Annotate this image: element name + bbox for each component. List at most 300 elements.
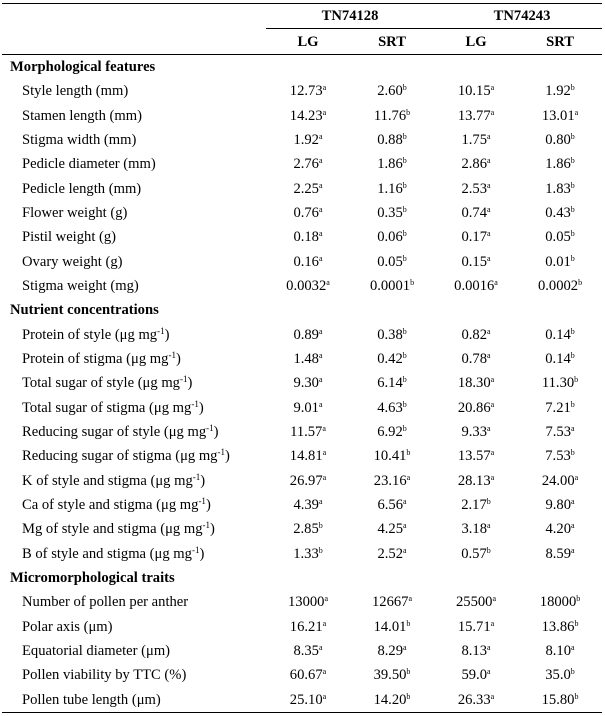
significance-letter: b [402, 204, 407, 214]
row-label [2, 371, 266, 395]
cell-value: 14.81 [289, 448, 323, 465]
cell-value: 0.05 [545, 229, 571, 246]
cell-value: 13.57 [457, 448, 491, 465]
significance-letter: a [574, 107, 579, 117]
cell-value: 0.0016 [454, 277, 495, 294]
significance-letter: a [403, 545, 407, 555]
value-cell [350, 639, 434, 663]
cell-value: 9.33 [461, 424, 487, 441]
significance-letter: b [570, 399, 575, 409]
significance-letter: b [402, 253, 407, 263]
value-cell [350, 103, 434, 127]
table-row [2, 79, 602, 103]
cell-value: 8.13 [461, 643, 487, 660]
significance-letter: b [318, 545, 323, 555]
significance-letter: a [322, 667, 327, 677]
table-row [2, 396, 602, 420]
significance-letter: a [318, 204, 323, 214]
cell-value: 6.14 [377, 375, 403, 392]
value-cell [434, 542, 518, 566]
value-cell [266, 493, 350, 517]
table-row [2, 420, 602, 444]
table-row [2, 201, 602, 225]
significance-letter: a [318, 350, 323, 360]
row-label-text: Polar axis (μm) [22, 618, 113, 635]
value-cell [266, 542, 350, 566]
cell-value: 2.25 [293, 180, 319, 197]
cell-value: 12.73 [289, 83, 323, 100]
data-table [2, 3, 602, 713]
unit-exponent: -1 [198, 496, 206, 507]
significance-letter: a [322, 107, 327, 117]
row-label-text: Pedicle diameter (mm) [22, 156, 156, 173]
significance-letter: b [402, 424, 407, 434]
value-cell [266, 663, 350, 687]
value-cell [434, 493, 518, 517]
row-label [2, 225, 266, 249]
cell-value: 10.41 [373, 448, 407, 465]
cell-value: 23.16 [373, 472, 407, 489]
value-cell [266, 322, 350, 346]
group-header-row [2, 4, 602, 29]
significance-letter: b [406, 691, 411, 701]
significance-letter: a [318, 229, 323, 239]
significance-letter: a [490, 472, 495, 482]
cell-value: 35.0 [545, 667, 571, 684]
significance-letter: b [318, 521, 323, 531]
value-cell [266, 444, 350, 468]
row-label [2, 249, 266, 273]
significance-letter: a [318, 375, 323, 385]
cell-value: 4.63 [377, 399, 403, 416]
table-row [2, 590, 602, 614]
value-cell [350, 176, 434, 200]
value-cell [434, 347, 518, 371]
section-header-row [2, 566, 602, 590]
cell-value: 24.00 [541, 472, 575, 489]
cell-value: 0.16 [293, 253, 319, 270]
value-cell [266, 176, 350, 200]
row-label-text: Pollen tube length (μm) [22, 691, 161, 708]
value-cell [266, 347, 350, 371]
cell-value: 1.48 [293, 350, 319, 367]
cell-value: 7.53 [545, 448, 571, 465]
row-label-text: Equatorial diameter (μm) [22, 643, 171, 660]
significance-letter: a [571, 497, 575, 507]
value-cell [518, 493, 602, 517]
value-cell [266, 420, 350, 444]
value-cell [350, 201, 434, 225]
significance-letter: a [318, 180, 323, 190]
value-cell [350, 444, 434, 468]
subheader-lg-1: LG [266, 29, 350, 54]
group-header-tn74128: TN74128 [266, 4, 434, 29]
value-cell [518, 371, 602, 395]
value-cell [266, 517, 350, 541]
row-label-end: ) [205, 497, 211, 514]
value-cell [434, 79, 518, 103]
significance-letter: a [487, 131, 491, 141]
significance-letter: a [490, 375, 495, 385]
value-cell [518, 517, 602, 541]
value-cell [350, 493, 434, 517]
cell-value: 2.86 [461, 156, 487, 173]
significance-letter: a [492, 594, 497, 604]
significance-letter: a [322, 448, 327, 458]
row-label [2, 444, 266, 468]
significance-letter: a [322, 472, 327, 482]
significance-letter: b [574, 618, 579, 628]
value-cell [518, 249, 602, 273]
value-cell [434, 639, 518, 663]
row-label [2, 542, 266, 566]
cell-value: 0.76 [293, 204, 319, 221]
table-row [2, 225, 602, 249]
unit-exponent: -1 [157, 325, 165, 336]
value-cell [518, 590, 602, 614]
row-label-end: ) [164, 326, 170, 343]
cell-value: 0.35 [377, 204, 403, 221]
significance-letter: a [571, 545, 575, 555]
significance-letter: a [487, 326, 491, 336]
row-label-end: ) [224, 448, 230, 465]
table-row [2, 274, 602, 298]
value-cell [434, 396, 518, 420]
significance-letter: a [487, 667, 491, 677]
value-cell [266, 639, 350, 663]
value-cell [518, 103, 602, 127]
subheader-lg-2: LG [434, 29, 518, 54]
cell-value: 25500 [455, 594, 493, 611]
value-cell [434, 249, 518, 273]
value-cell [350, 469, 434, 493]
row-label [2, 103, 266, 127]
significance-letter: a [571, 424, 575, 434]
row-label-text: Protein of style (μg mg [22, 326, 158, 343]
cell-value: 1.92 [293, 131, 319, 148]
value-cell [266, 274, 350, 298]
row-label-end: ) [175, 350, 181, 367]
significance-letter: a [574, 472, 579, 482]
row-label-text: Reducing sugar of stigma (μg mg [22, 448, 218, 465]
cell-value: 2.53 [461, 180, 487, 197]
value-cell [266, 469, 350, 493]
significance-letter: a [490, 399, 495, 409]
significance-letter: a [487, 253, 491, 263]
cell-value: 0.05 [377, 253, 403, 270]
value-cell [434, 152, 518, 176]
significance-letter: a [318, 497, 323, 507]
significance-letter: b [570, 448, 575, 458]
cell-value: 0.06 [377, 229, 403, 246]
significance-letter: b [570, 229, 575, 239]
value-cell [350, 688, 434, 713]
cell-value: 15.71 [457, 618, 491, 635]
value-cell [518, 688, 602, 713]
row-label [2, 274, 266, 298]
table-row [2, 469, 602, 493]
table-row [2, 176, 602, 200]
significance-letter: b [406, 448, 411, 458]
significance-letter: b [570, 667, 575, 677]
cell-value: 8.35 [293, 643, 319, 660]
significance-letter: b [570, 83, 575, 93]
row-label-text: Pistil weight (g) [22, 229, 117, 246]
unit-exponent: -1 [191, 398, 199, 409]
cell-value: 9.30 [293, 375, 319, 392]
significance-letter: a [322, 424, 326, 434]
significance-letter: b [406, 618, 411, 628]
significance-letter: a [490, 107, 495, 117]
row-label [2, 79, 266, 103]
significance-letter: b [574, 375, 579, 385]
row-label [2, 201, 266, 225]
row-label [2, 396, 266, 420]
significance-letter: b [402, 326, 407, 336]
row-label-text: Number of pollen per anther [22, 594, 189, 611]
value-cell [350, 615, 434, 639]
cell-value: 0.82 [461, 326, 487, 343]
cell-value: 0.14 [545, 350, 571, 367]
value-cell [266, 103, 350, 127]
cell-value: 4.20 [545, 521, 572, 538]
cell-value: 1.33 [293, 545, 319, 562]
row-label [2, 688, 266, 713]
significance-letter: b [402, 350, 407, 360]
cell-value: 13.01 [541, 107, 575, 124]
row-label [2, 128, 266, 152]
cell-value: 26.33 [457, 691, 491, 708]
significance-letter: b [570, 131, 575, 141]
value-cell [350, 322, 434, 346]
row-label-text: K of style and stigma (μg mg [22, 472, 193, 489]
significance-letter: a [487, 229, 491, 239]
value-cell [350, 249, 434, 273]
row-label [2, 615, 266, 639]
row-label-text: Reducing sugar of style (μg mg [22, 424, 207, 441]
row-label-text: Stigma width (mm) [22, 131, 137, 148]
cell-value: 0.0001 [369, 277, 411, 294]
significance-letter: b [570, 180, 575, 190]
value-cell [266, 201, 350, 225]
significance-letter: a [318, 253, 323, 263]
cell-value: 20.86 [457, 399, 491, 416]
significance-letter: a [487, 424, 491, 434]
cell-value: 0.80 [545, 131, 571, 148]
cell-value: 8.59 [545, 545, 572, 562]
table-row [2, 517, 602, 541]
value-cell [434, 444, 518, 468]
cell-value: 14.20 [373, 691, 407, 708]
cell-value: 4.25 [377, 521, 403, 538]
table-row [2, 103, 602, 127]
significance-letter: a [322, 618, 327, 628]
section-header-row [2, 54, 602, 79]
significance-letter: a [318, 131, 323, 141]
significance-letter: b [570, 326, 575, 336]
value-cell [350, 274, 434, 298]
significance-letter: b [570, 156, 575, 166]
significance-letter: a [406, 472, 411, 482]
significance-letter: a [490, 83, 495, 93]
row-label [2, 663, 266, 687]
value-cell [518, 225, 602, 249]
value-cell [266, 396, 350, 420]
table-row [2, 444, 602, 468]
significance-letter: b [402, 229, 407, 239]
cell-value: 0.43 [545, 204, 571, 221]
value-cell [518, 201, 602, 225]
unit-exponent: -1 [217, 447, 225, 458]
table-row [2, 347, 602, 371]
row-label-text: Stigma weight (mg) [22, 277, 139, 294]
value-cell [266, 590, 350, 614]
unit-exponent: -1 [179, 374, 188, 385]
header-empty-cell [2, 4, 266, 29]
cell-value: 6.92 [377, 424, 403, 441]
significance-letter: a [408, 594, 413, 604]
row-label-text: Pollen viability by TTC (%) [22, 667, 187, 684]
row-label-text: Total sugar of style (μg mg [22, 375, 180, 392]
significance-letter: b [406, 667, 411, 677]
table-row [2, 542, 602, 566]
unit-exponent: -1 [191, 544, 200, 555]
cell-value: 0.18 [293, 229, 319, 246]
cell-value: 0.42 [377, 350, 403, 367]
significance-letter: a [318, 399, 323, 409]
cell-value: 1.92 [545, 83, 571, 100]
cell-value: 0.38 [377, 326, 403, 343]
significance-letter: b [410, 277, 415, 287]
section-header-row [2, 298, 602, 322]
value-cell [266, 615, 350, 639]
significance-letter: a [487, 643, 491, 653]
significance-letter: b [402, 375, 407, 385]
row-label-text: Ovary weight (g) [22, 253, 123, 270]
significance-letter: a [487, 156, 491, 166]
row-label-text: Protein of stigma (μg mg [22, 350, 169, 367]
value-cell [518, 152, 602, 176]
significance-letter: b [570, 204, 575, 214]
cell-value: 2.60 [377, 83, 403, 100]
value-cell [434, 615, 518, 639]
cell-value: 0.57 [461, 545, 487, 562]
value-cell [434, 176, 518, 200]
table-row [2, 493, 602, 517]
value-cell [434, 201, 518, 225]
cell-value: 0.78 [461, 350, 487, 367]
table-row [2, 128, 602, 152]
value-cell [518, 444, 602, 468]
cell-value: 0.74 [461, 204, 487, 221]
cell-value: 11.30 [541, 375, 575, 392]
cell-value: 3.18 [461, 521, 487, 538]
group-header-tn74243: TN74243 [434, 4, 602, 29]
value-cell [518, 420, 602, 444]
cell-value: 12667 [371, 594, 409, 611]
row-label-end: ) [210, 521, 215, 538]
unit-exponent: -1 [168, 349, 176, 360]
significance-letter: a [571, 521, 575, 531]
table-body [2, 54, 602, 712]
section-title: Micromorphological traits [10, 570, 175, 587]
value-cell [350, 590, 434, 614]
cell-value: 0.15 [461, 253, 487, 270]
significance-letter: a [403, 521, 407, 531]
cell-value: 0.14 [545, 326, 571, 343]
value-cell [266, 249, 350, 273]
significance-letter: b [402, 399, 407, 409]
row-label-end: ) [213, 424, 219, 441]
table-row [2, 322, 602, 346]
value-cell [434, 322, 518, 346]
significance-letter: a [324, 594, 329, 604]
cell-value: 8.29 [377, 643, 403, 660]
row-label [2, 590, 266, 614]
cell-value: 2.52 [377, 545, 403, 562]
value-cell [350, 542, 434, 566]
cell-value: 18000 [539, 594, 577, 611]
value-cell [518, 615, 602, 639]
value-cell [350, 517, 434, 541]
significance-letter: b [486, 545, 491, 555]
significance-letter: a [403, 643, 407, 653]
cell-value: 1.86 [377, 156, 403, 173]
value-cell [266, 152, 350, 176]
significance-letter: b [576, 594, 581, 604]
significance-letter: a [487, 521, 491, 531]
significance-letter: a [322, 691, 327, 701]
value-cell [350, 225, 434, 249]
value-cell [518, 639, 602, 663]
row-label [2, 152, 266, 176]
section-title: Morphological features [10, 58, 156, 75]
row-label-text: B of style and stigma (μg mg [22, 545, 192, 562]
row-label [2, 347, 266, 371]
cell-value: 13.86 [541, 618, 575, 635]
value-cell [350, 396, 434, 420]
cell-value: 6.56 [377, 497, 403, 514]
significance-letter: b [402, 156, 407, 166]
value-cell [350, 347, 434, 371]
value-cell [266, 79, 350, 103]
value-cell [434, 371, 518, 395]
row-label-text: Total sugar of stigma (μg mg [22, 399, 192, 416]
cell-value: 0.0032 [286, 277, 327, 294]
cell-value: 0.17 [461, 229, 487, 246]
row-label [2, 639, 266, 663]
significance-letter: b [570, 253, 575, 263]
value-cell [266, 371, 350, 395]
significance-letter: a [318, 326, 323, 336]
cell-value: 10.15 [457, 83, 491, 100]
significance-letter: a [487, 180, 491, 190]
value-cell [434, 469, 518, 493]
significance-letter: b [402, 83, 407, 93]
cell-value: 8.10 [545, 643, 572, 660]
row-label [2, 469, 266, 493]
significance-letter: a [487, 204, 491, 214]
cell-value: 2.85 [293, 521, 319, 538]
cell-value: 9.80 [545, 497, 572, 514]
cell-value: 1.83 [545, 180, 571, 197]
value-cell [518, 396, 602, 420]
row-label-text: Ca of style and stigma (μg mg [22, 497, 199, 514]
row-label-end: ) [198, 399, 204, 416]
significance-letter: a [490, 691, 495, 701]
cell-value: 16.21 [289, 618, 323, 635]
significance-letter: a [494, 277, 498, 287]
